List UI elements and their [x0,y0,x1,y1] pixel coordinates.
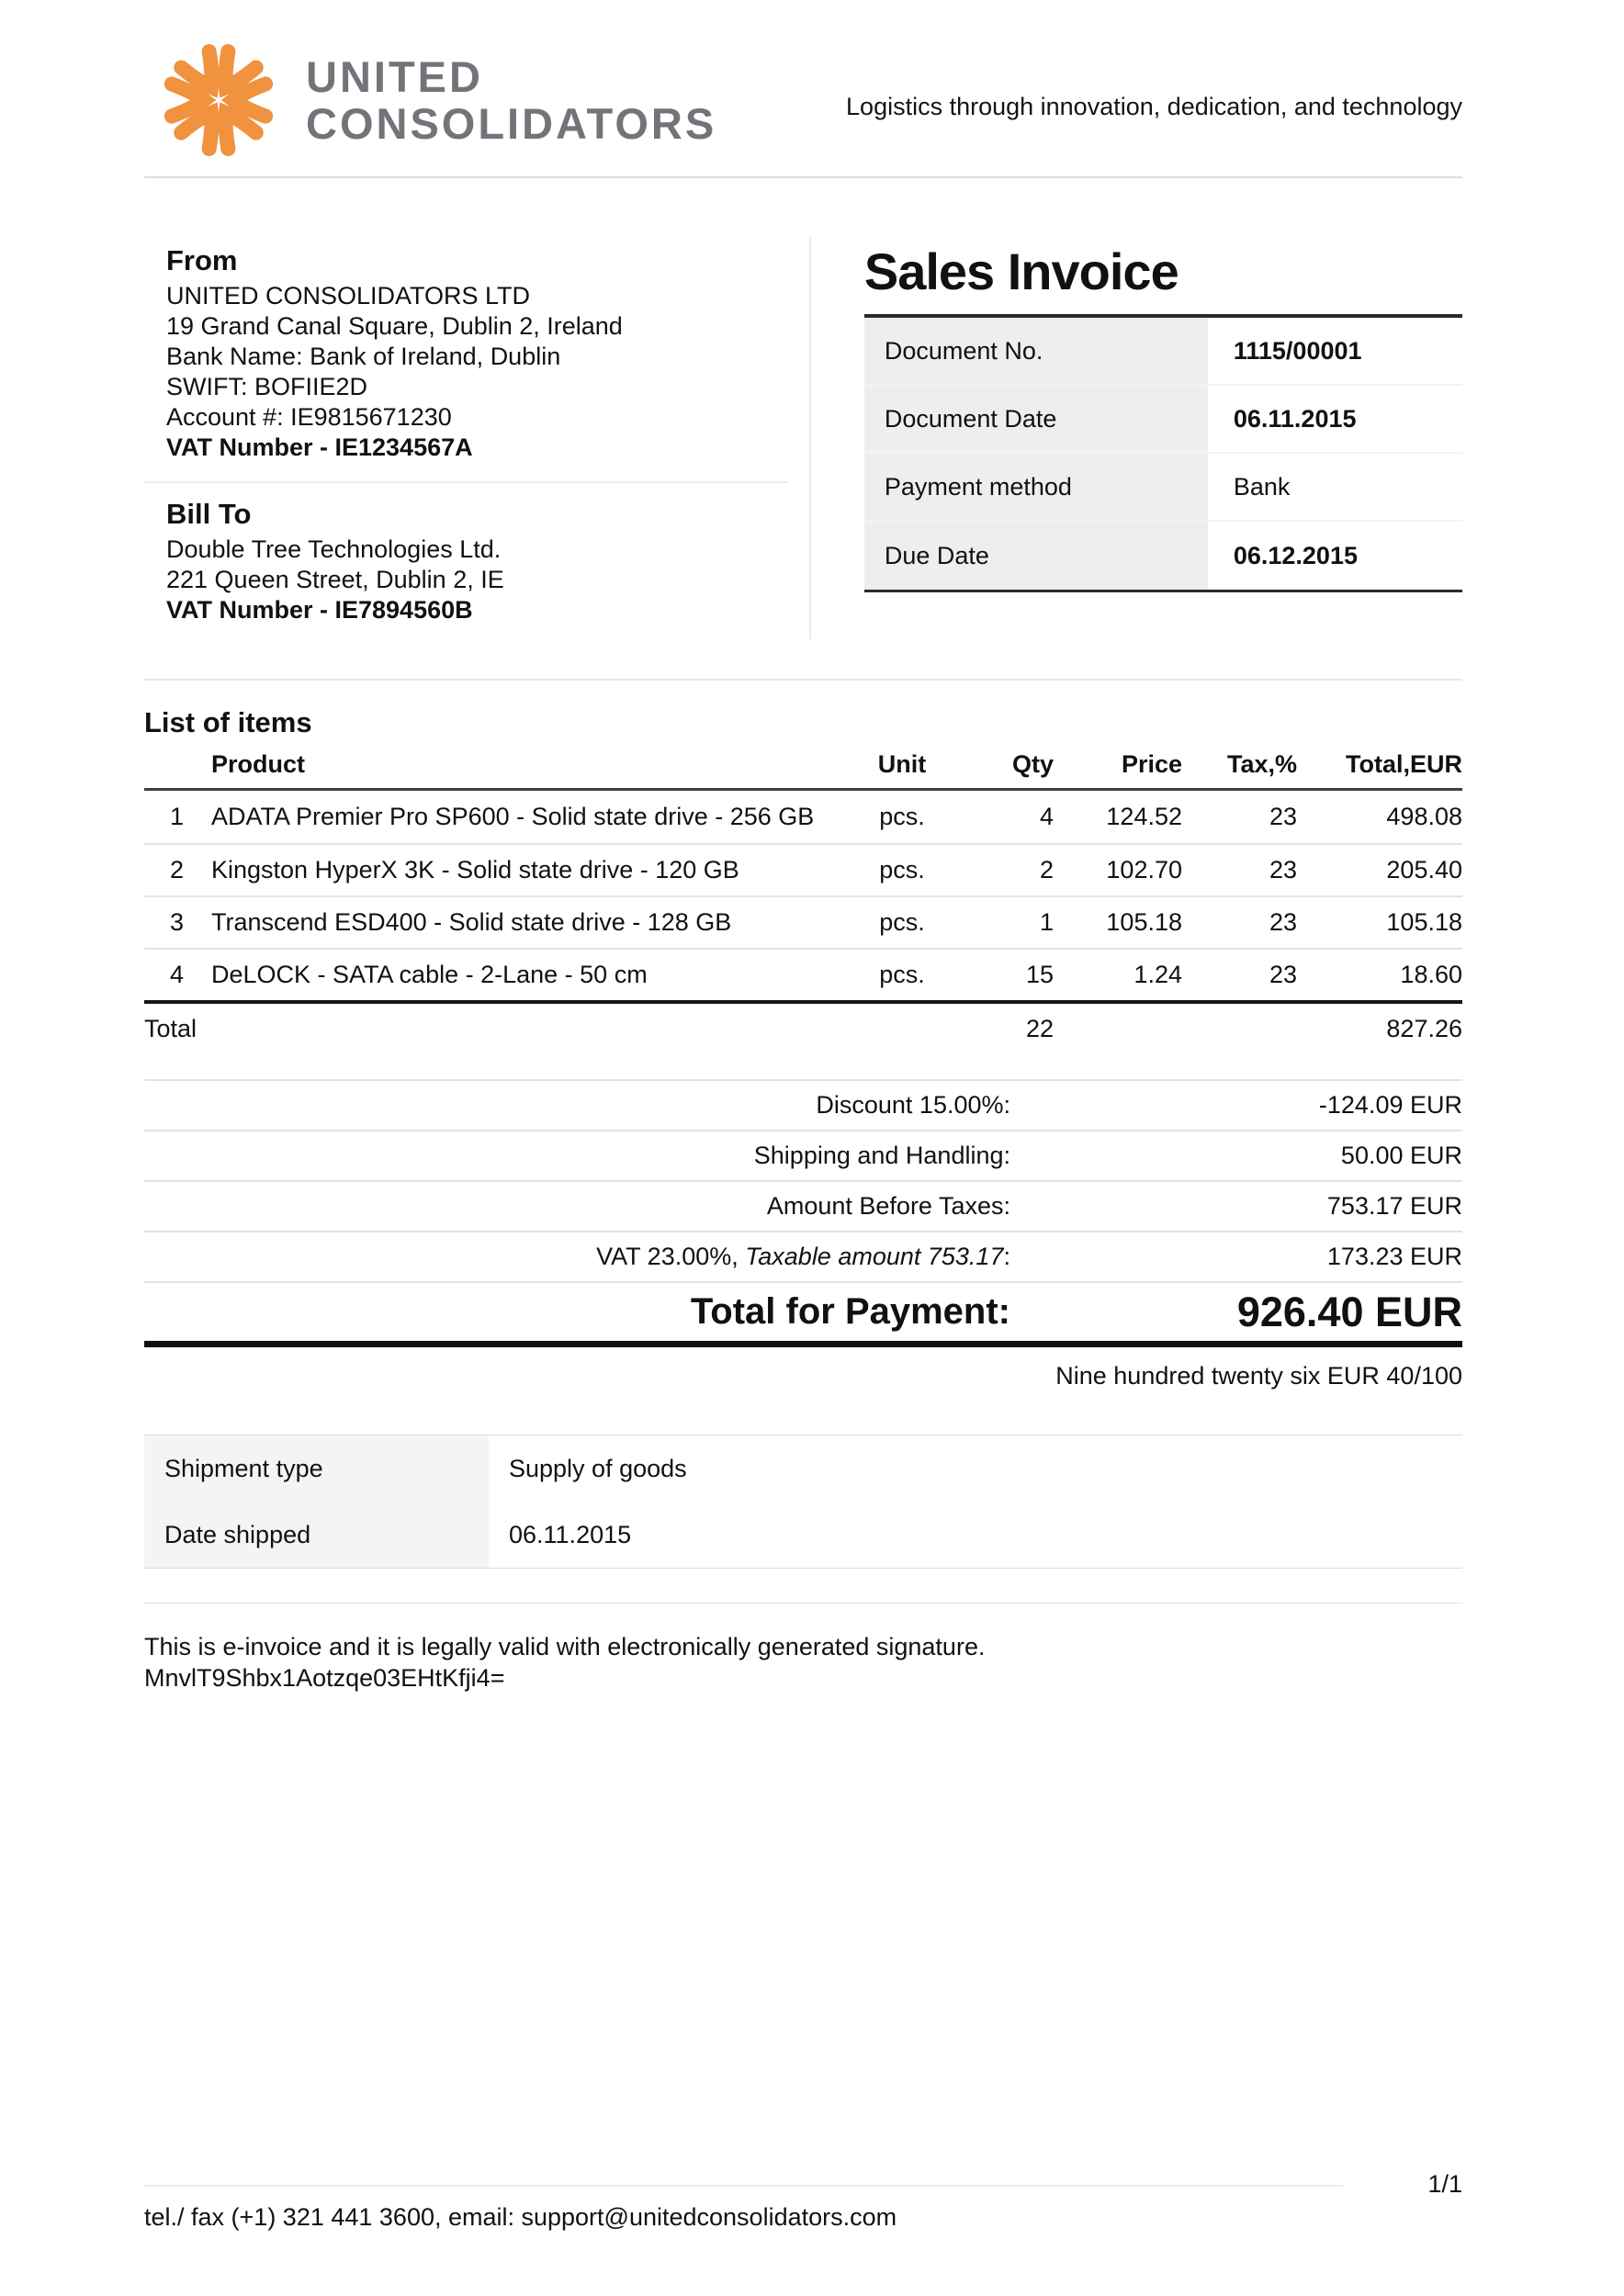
invoice-title: Sales Invoice [863,242,1179,300]
item-unit: pcs. [879,908,925,936]
vat-label [144,1243,1067,1271]
table-row [144,791,1462,843]
page-number: 1/1 [1427,2170,1462,2198]
from-company: UNITED CONSOLIDATORS LTD [166,282,531,310]
bill-to-vat: VAT Number - IE7894560B [166,596,473,624]
col-header-unit: Unit [877,750,927,778]
bill-to-address: 221 Queen Street, Dublin 2, IE [166,566,504,593]
items-total-row [144,1000,1462,1053]
item-unit: pcs. [879,961,925,988]
item-tax: 23 [1269,908,1297,936]
summary-section [144,1079,1462,1390]
item-no: 2 [170,856,185,884]
shipment-type-row [144,1435,1462,1502]
total-for-payment-value: 926.40 EUR [1236,1288,1462,1335]
item-total: 105.18 [1386,908,1462,936]
document-no-row [864,318,1462,386]
item-tax: 23 [1269,856,1297,884]
vat-value: 173.23 EUR [1326,1243,1462,1270]
footer-divider [144,2185,1343,2187]
item-tax: 23 [1269,961,1297,988]
logo-line1: UNITED [306,52,483,101]
date-shipped-row [144,1502,1462,1568]
bill-to-block [166,498,809,625]
item-price: 102.70 [1106,856,1182,884]
vat-label-prefix: VAT 23.00%, [596,1243,746,1270]
due-date-row [864,522,1462,590]
item-price: 105.18 [1106,908,1182,936]
footer [144,2170,1462,2232]
item-no: 3 [170,908,185,936]
logo-line2: CONSOLIDATORS [306,99,717,148]
item-no: 1 [170,803,185,830]
from-swift: SWIFT: BOFIIE2D [166,373,368,400]
einvoice-statement: This is e-invoice and it is legally valid with electronically generated signature. [144,1633,986,1660]
from-vat: VAT Number - IE1234567A [166,433,473,461]
total-for-payment-label: Total for Payment: [690,1291,1010,1332]
einvoice-divider [144,1603,1462,1604]
item-qty: 4 [1039,803,1054,830]
from-address: 19 Grand Canal Square, Dublin 2, Ireland [166,312,623,340]
document-details-table [864,314,1462,592]
invoice-head-column [864,244,1462,679]
from-block [166,244,809,463]
company-tagline: Logistics through innovation, dedication, and technology [846,92,1462,120]
shipping-row [144,1130,1462,1180]
item-total: 498.08 [1386,803,1462,830]
shipping-label: Shipping and Handling: [753,1142,1010,1169]
from-heading: From [166,244,238,276]
item-total: 205.40 [1386,856,1462,884]
shipping-value: 50.00 EUR [1340,1142,1462,1169]
document-no-label: Document No. [864,318,1208,384]
col-header-price: Price [1121,750,1182,778]
item-qty: 15 [1025,961,1054,988]
item-no: 4 [170,961,185,988]
from-bank: Bank Name: Bank of Ireland, Dublin [166,343,561,370]
due-date-value: 06.12.2015 [1233,541,1358,569]
from-account: Account #: IE9815671230 [166,403,452,431]
payment-method-label: Payment method [864,454,1208,520]
col-header-total: Total,EUR [1346,750,1462,778]
items-table-header [144,743,1462,791]
einvoice-signature: MnvlT9Shbx1Aotzqe03EHtKfji4= [144,1664,505,1692]
einvoice-note [144,1631,1462,1694]
item-price: 1.24 [1133,961,1182,988]
parties-bottom-divider [144,679,1462,681]
from-billto-divider [144,481,787,483]
items-total-qty: 22 [1025,1014,1054,1042]
item-tax: 23 [1269,803,1297,830]
item-product: Transcend ESD400 - Solid state drive - 128 GB [211,908,732,936]
company-logo [144,33,716,167]
item-price: 124.52 [1106,803,1182,830]
vat-label-taxable: Taxable amount 753.17 [745,1243,1004,1270]
total-for-payment-row [144,1281,1462,1347]
column-divider [809,237,811,639]
item-qty: 2 [1039,856,1054,884]
bill-to-company: Double Tree Technologies Ltd. [166,535,502,563]
document-date-row [864,386,1462,454]
due-date-label: Due Date [864,522,1208,590]
item-unit: pcs. [879,856,925,884]
item-qty: 1 [1039,908,1054,936]
starburst-logo-icon [144,33,293,167]
items-heading: List of items [144,706,312,738]
footer-contact: tel./ fax (+1) 321 441 3600, email: support@unitedconsolidators.com [144,2203,897,2231]
amount-before-taxes-label: Amount Before Taxes: [766,1192,1010,1220]
items-total-label: Total [144,1014,197,1042]
document-no-value: 1115/00001 [1233,336,1362,365]
discount-value: -124.09 EUR [1318,1091,1462,1119]
payment-method-value: Bank [1233,472,1291,501]
amount-in-words: Nine hundred twenty six EUR 40/100 [1055,1362,1462,1390]
shipment-type-label: Shipment type [144,1435,489,1502]
seller-buyer-column [144,244,809,679]
item-product: ADATA Premier Pro SP600 - Solid state drive - 256 GB [211,803,815,830]
vat-label-suffix: : [1003,1243,1010,1270]
date-shipped-label: Date shipped [144,1502,489,1568]
payment-method-row [864,454,1462,522]
item-product: DeLOCK - SATA cable - 2-Lane - 50 cm [211,961,648,988]
document-date-label: Document Date [864,386,1208,452]
items-total-amount: 827.26 [1386,1014,1462,1042]
col-header-product: Product [211,750,306,778]
logo-row [144,33,1462,167]
shipment-type-value: Supply of goods [509,1454,687,1482]
col-header-tax: Tax,% [1226,750,1297,778]
item-unit: pcs. [879,803,925,830]
discount-label: Discount 15.00%: [816,1091,1010,1119]
amount-before-taxes-value: 753.17 EUR [1326,1192,1462,1220]
item-total: 18.60 [1400,961,1462,988]
discount-row [144,1079,1462,1130]
date-shipped-value: 06.11.2015 [509,1520,632,1548]
shipment-table [144,1435,1462,1569]
parties-section [144,178,1462,679]
vat-row [144,1231,1462,1281]
table-row [144,895,1462,948]
table-row [144,948,1462,1000]
col-header-qty: Qty [1011,750,1054,778]
bill-to-heading: Bill To [166,498,252,530]
logo-wordmark [306,53,716,147]
document-date-value: 06.11.2015 [1233,404,1357,433]
amount-before-taxes-row [144,1180,1462,1231]
item-product: Kingston HyperX 3K - Solid state drive - 120 GB [211,856,739,884]
header [144,0,1462,178]
table-row [144,843,1462,895]
